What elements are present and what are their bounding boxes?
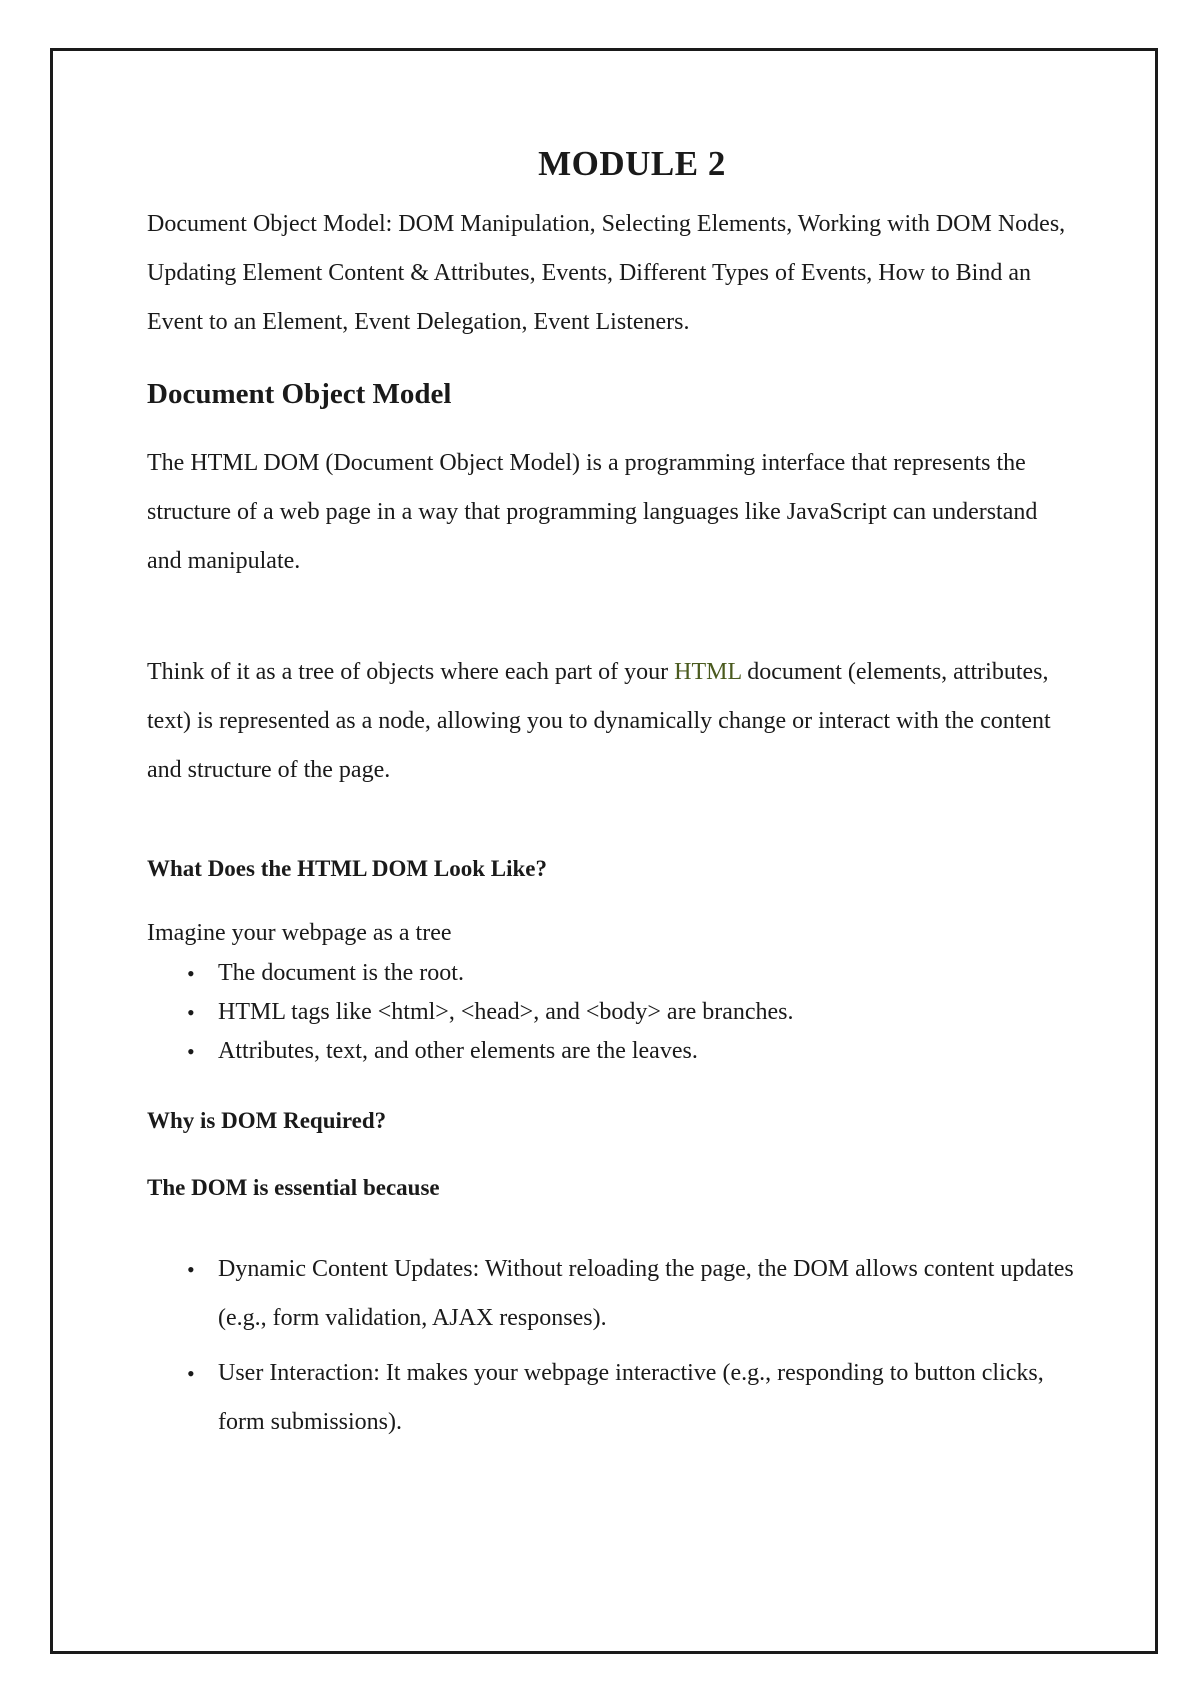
bullet-icon: •: [187, 1361, 195, 1386]
list-item-text: The document is the root.: [218, 960, 464, 986]
bullet-icon: •: [187, 961, 195, 986]
paragraph-dom-definition: The HTML DOM (Document Object Model) is a programming interface that represents the structure of a web page in a way that programming languages like JavaScript can understand and manipulate.: [147, 450, 1038, 574]
list-item-text: HTML tags like <html>, <head>, and <body> are branches.: [218, 999, 794, 1025]
html-highlight-link[interactable]: HTML: [674, 659, 742, 685]
heading-dom-essential: The DOM is essential because: [147, 1175, 440, 1200]
heading-dom-look-like: What Does the HTML DOM Look Like?: [147, 856, 547, 881]
list-item: [147, 954, 1077, 993]
list-item-text: Attributes, text, and other elements are the leaves.: [218, 1038, 698, 1064]
module-intro: Document Object Model: DOM Manipulation, Selecting Elements, Working with DOM Nodes, Updating Element Content & Attributes, Events, Different Types of Events, How to Bind an Event to an Element, Event Delegation, Event Listeners.: [147, 211, 1066, 335]
heading-why-dom: Why is DOM Required?: [147, 1108, 387, 1133]
tree-list: [147, 954, 1077, 1071]
bullet-icon: •: [187, 1039, 195, 1064]
paragraph-text-before: Think of it as a tree of objects where each part of your: [147, 659, 675, 685]
list-item-text: User Interaction: It makes your webpage interactive (e.g., responding to button clicks, form submissions).: [218, 1360, 1044, 1435]
essential-list: [147, 1245, 1077, 1447]
list-item: [147, 1245, 1077, 1343]
list-item: [147, 1032, 1077, 1071]
page-content: [147, 130, 1077, 1453]
paragraph-text-after: document (elements, attributes, text) is represented as a node, allowing you to dynamically change or interact with the content and structure of the page.: [147, 659, 1051, 783]
bullet-icon: •: [187, 1000, 195, 1025]
paragraph-tree-analogy: [147, 648, 1077, 795]
tree-intro: Imagine your webpage as a tree: [147, 920, 452, 946]
list-item: [147, 1349, 1077, 1447]
bullet-icon: •: [187, 1257, 195, 1282]
module-title: MODULE 2: [538, 144, 726, 183]
list-item-text: Dynamic Content Updates: Without reloading the page, the DOM allows content updates (e.g., form validation, AJAX responses).: [218, 1256, 1074, 1331]
list-item: [147, 993, 1077, 1032]
section-heading-dom: Document Object Model: [147, 378, 452, 410]
